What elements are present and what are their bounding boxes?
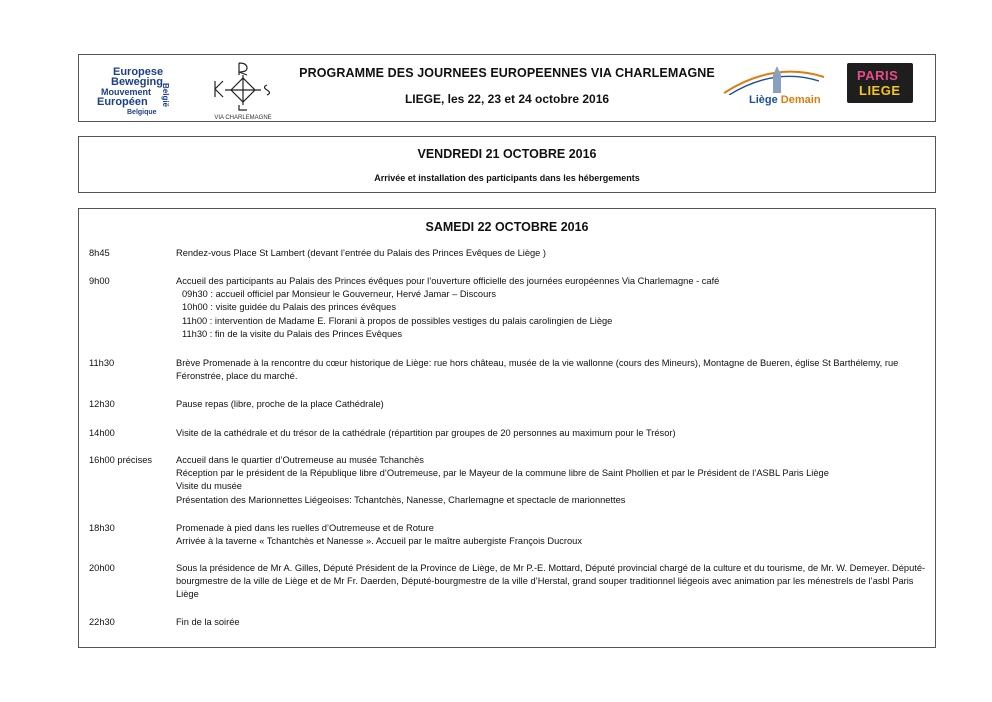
- schedule-time: 18h30: [89, 523, 115, 533]
- liege-demain-text: [749, 94, 821, 106]
- paris-liege-logo: [847, 63, 913, 103]
- schedule-line: Sous la présidence de Mr A. Gilles, Député Président de la Province de Liège, de Mr P.-E. Mottard, Député provincial chargé de la culture et du tourisme, de Mr. W. Demeyer. Député-bourgmestre de la ville de Liège et de Mr Fr. Daerden, Député-bourgmestre de la ville d’Herstal, grand souper traditionnel liégeois avec animation par les ménestrels de l’asbl Paris Liège: [176, 563, 926, 600]
- schedule-line: 09h30 : accueil officiel par Monsieur le Gouverneur, Hervé Jamar – Discours: [182, 289, 497, 300]
- schedule-description: [176, 398, 931, 411]
- logo-text: Beweging: [111, 76, 163, 88]
- schedule-line: 10h00 : visite guidée du Palais des princes évêques: [182, 302, 396, 313]
- schedule-description: [176, 247, 931, 260]
- logo-text: PARIS: [857, 68, 899, 83]
- schedule-time: 16h00 précises: [89, 455, 153, 465]
- schedule-time: 12h30: [89, 399, 115, 409]
- saturday-title: SAMEDI 22 OCTOBRE 2016: [425, 220, 589, 234]
- logo-text: Demain: [780, 94, 821, 106]
- logo-text: Liège: [749, 94, 778, 106]
- logo-text: Mouvement: [101, 87, 152, 97]
- schedule-line: Brève Promenade à la rencontre du cœur historique de Liège: rue hors château, musée de la vie wallonne (cours des Mineurs), Montagne de Bueren, église St Barthélemy, rue Féronstrée, place du marché.: [176, 358, 899, 382]
- page-title: PROGRAMME DES JOURNEES EUROPEENNES VIA CHARLEMAGNE: [299, 66, 715, 80]
- friday-subtitle: Arrivée et installation des participants dans les hébergements: [374, 173, 640, 183]
- logo-text: LIEGE: [859, 83, 901, 98]
- logo-text: Belgique: [127, 109, 157, 116]
- schedule-line: Visite du musée: [176, 481, 242, 492]
- schedule-line: Visite de la cathédrale et du trésor de la cathédrale (répartition par groupes de 20 personnes au maximum pour le Trésor): [176, 428, 676, 438]
- logo-text: België: [161, 83, 170, 108]
- saturday-section: [78, 208, 936, 648]
- logo-text: Europese: [113, 66, 164, 78]
- schedule-line: Fin de la soirée: [176, 617, 240, 627]
- schedule-line: 11h30 : fin de la visite du Palais des Princes Evêques: [182, 328, 402, 339]
- liege-skyline-icon: [719, 63, 829, 95]
- via-charlemagne-label: VIA CHARLEMAGNE: [214, 115, 272, 121]
- schedule-time: 11h30: [89, 358, 115, 368]
- friday-section: [78, 136, 936, 193]
- friday-title: VENDREDI 21 OCTOBRE 2016: [417, 147, 597, 161]
- schedule-line: Accueil dans le quartier d’Outremeuse au musée Tchanchès: [176, 455, 424, 465]
- schedule-line: Présentation des Marionnettes Liégeoises: Tchantchès, Nanesse, Charlemagne et spectacle de marionnettes: [176, 494, 626, 505]
- schedule-description: [176, 522, 931, 548]
- schedule-time: 20h00: [89, 563, 115, 573]
- schedule-time: 14h00: [89, 428, 115, 438]
- schedule-line: Promenade à pied dans les ruelles d’Outremeuse et de Roture: [176, 523, 434, 533]
- schedule-line: Arrivée à la taverne « Tchantchès et Nanesse ». Accueil par le maître aubergiste François Ducroux: [176, 536, 582, 547]
- liege-demain-logo: [719, 63, 829, 113]
- schedule-description: [176, 357, 931, 383]
- schedule-time: 9h00: [89, 276, 110, 286]
- schedule-description: [176, 562, 931, 602]
- schedule-description: [176, 616, 931, 629]
- header-box: [78, 54, 936, 122]
- schedule-line: Pause repas (libre, proche de la place Cathédrale): [176, 399, 384, 409]
- schedule-description: [176, 275, 931, 341]
- schedule-description: [176, 454, 931, 507]
- page-subtitle: LIEGE, les 22, 23 et 24 octobre 2016: [404, 92, 610, 106]
- schedule-description: [176, 427, 931, 440]
- schedule-line: Accueil des participants au Palais des Princes évêques pour l’ouverture officielle des journées européennes Via Charlemagne - café: [176, 276, 720, 286]
- schedule-line: Réception par le président de la République libre d’Outremeuse, par le Mayeur de la commune libre de Saint Phollien et par le Président de l’ASBL Paris Liège: [176, 468, 829, 479]
- schedule-line: Rendez-vous Place St Lambert (devant l’entrée du Palais des Princes Evêques de Liège ): [176, 248, 547, 258]
- logo-text: Européen: [97, 96, 148, 108]
- schedule-time: 8h45: [89, 248, 110, 258]
- schedule-line: 11h00 : intervention de Madame E. Florani à propos de possibles vestiges du palais carolingien de Liège: [182, 315, 613, 326]
- schedule-time: 22h30: [89, 617, 115, 627]
